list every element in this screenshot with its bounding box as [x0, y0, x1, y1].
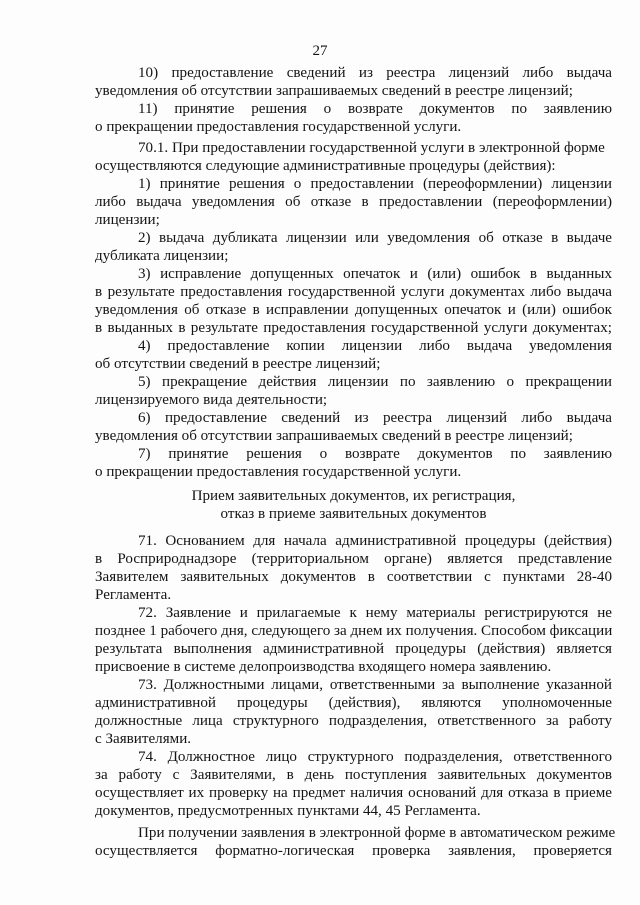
text-line: 7) принятие решения о возврате документов по заявлению: [138, 446, 612, 462]
text-line: лицензии;: [95, 212, 160, 228]
text-line: с Заявителями.: [95, 731, 192, 747]
text-line: в выданных в результате предоставления государственной услуги документах;: [95, 320, 612, 336]
text-line: осуществляется форматно-логическая проверка заявления, проверяется: [95, 843, 612, 859]
text-line: 4) предоставление копии лицензии либо выдача уведомления: [138, 338, 612, 354]
text-line: осуществляются следующие административные процедуры (действия):: [95, 158, 556, 174]
text-line: уведомления об отсутствии запрашиваемых сведений в реестре лицензий;: [95, 83, 573, 99]
text-line: Регламента.: [95, 587, 172, 603]
text-line: в Росприроднадзоре (территориальном органе) является представление: [95, 551, 612, 567]
text-line: 73. Должностными лицами, ответственными за выполнение указанной: [138, 677, 612, 693]
text-line: документов, предусмотренных пунктами 44, 45 Регламента.: [95, 803, 481, 819]
section-heading: отказ в приеме заявительных документов: [220, 506, 487, 522]
text-line: 2) выдача дубликата лицензии или уведомления об отказе в выдаче: [138, 230, 612, 246]
text-line: 3) исправление допущенных опечаток и (или) ошибок в выданных: [138, 266, 612, 282]
text-line: за работу с Заявителями, в день поступления заявительных документов: [95, 767, 612, 783]
text-line: дубликата лицензии;: [95, 248, 229, 264]
text-line: присвоение в системе делопроизводства входящего номера заявлению.: [95, 659, 552, 675]
text-line: 6) предоставление сведений из реестра лицензий либо выдача: [138, 410, 612, 426]
text-line: 10) предоставление сведений из реестра лицензий либо выдача: [138, 65, 612, 81]
text-line: о прекращении предоставления государственной услуги.: [95, 119, 462, 135]
text-line: лицензируемого вида деятельности;: [95, 392, 328, 408]
text-line: об отсутствии сведений в реестре лицензий;: [95, 356, 381, 372]
text-line: осуществляет их проверку на предмет наличия оснований для отказа в приеме: [95, 785, 612, 801]
text-line: 74. Должностное лицо структурного подразделения, ответственного: [138, 749, 612, 765]
text-line: результата выполнения административной процедуры (действия) является: [95, 641, 612, 657]
text-line: уведомления об отсутствии запрашиваемых сведений в реестре лицензий;: [95, 428, 573, 444]
text-line: При получении заявления в электронной форме в автоматическом режиме: [138, 825, 616, 841]
text-line: позднее 1 рабочего дня, следующего за днем их получения. Способом фиксации: [95, 623, 613, 639]
text-line: в результате предоставления государственной услуги документах либо выдача: [95, 284, 612, 300]
text-line: административной процедуры (действия), являются уполномоченные: [95, 695, 612, 711]
text-line: 5) прекращение действия лицензии по заявлению о прекращении: [138, 374, 612, 390]
text-line: 11) принятие решения о возврате документов по заявлению: [138, 101, 612, 117]
text-line: Заявителем заявительных документов в соответствии с пунктами 28-40: [95, 569, 612, 585]
page-number: 27: [312, 43, 328, 59]
text-line: о прекращении предоставления государственной услуги.: [95, 464, 462, 480]
text-line: должностные лица структурного подразделения, ответственного за работу: [95, 713, 612, 729]
text-line: 1) принятие решения о предоставлении (переоформлении) лицензии: [138, 176, 612, 192]
text-line: 71. Основанием для начала административной процедуры (действия): [138, 533, 612, 549]
text-line: 72. Заявление и прилагаемые к нему материалы регистрируются не: [138, 605, 612, 621]
text-line: уведомления об отказе в исправлении допущенных опечаток и (или) ошибок: [95, 302, 612, 318]
section-heading: Прием заявительных документов, их регистрация,: [191, 488, 516, 504]
text-line: 70.1. При предоставлении государственной услуги в электронной форме: [138, 140, 605, 156]
text-line: либо выдача уведомления об отказе в предоставлении (переоформлении): [95, 194, 612, 210]
